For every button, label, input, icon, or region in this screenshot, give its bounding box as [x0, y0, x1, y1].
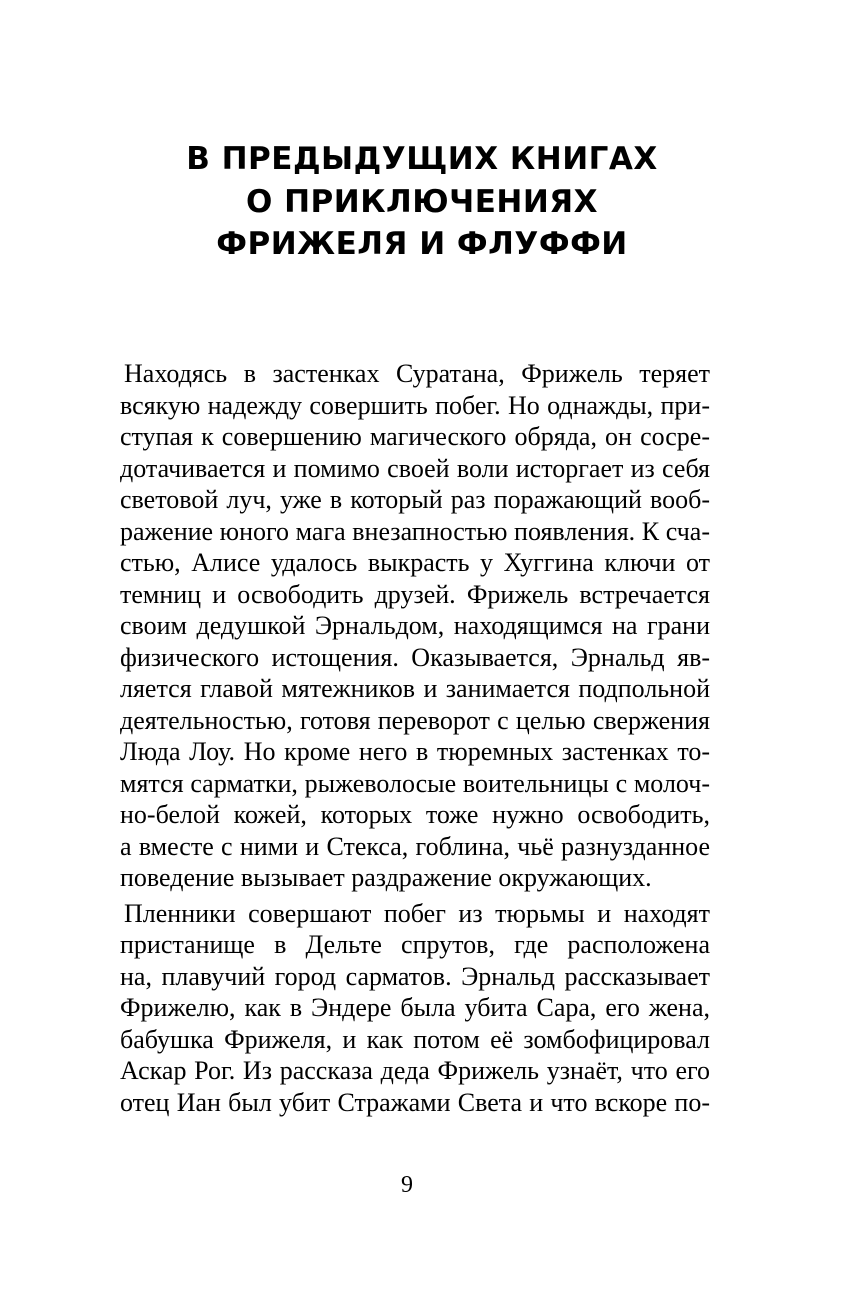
- text-line: но-белой кожей, которых тоже нужно освободить,: [120, 800, 710, 829]
- text-line: световой луч, уже в который раз поражающий вооб-: [120, 485, 710, 514]
- text-line: темниц и освободить друзей. Фрижель встречается: [120, 579, 710, 609]
- text-line: ступая к совершению магического обряда, он сосре-: [120, 422, 710, 451]
- heading-line-1: В ПРЕДЫДУЩИХ КНИГАХ: [186, 141, 658, 177]
- text-line: стью, Алисе удалось выкрасть у Хуггина ключи от: [120, 548, 710, 577]
- text-line: Фрижелю, как в Эндере была убита Сара, его жена,: [120, 993, 710, 1022]
- paragraph-1: [120, 358, 710, 894]
- text-line: на, плавучий город сарматов. Эрнальд рассказывает: [120, 961, 710, 991]
- text-line: мятся сарматки, рыжеволосые воительницы с молоч-: [120, 768, 710, 798]
- text-line: Люда Лоу. Но кроме него в тюремных застенках то-: [120, 737, 710, 766]
- text-line: поведение вызывает раздражение окружающих.: [120, 863, 652, 892]
- heading-line-3: ФРИЖЕЛЯ И ФЛУФФИ: [216, 226, 628, 262]
- text-line: ляется главой мятежников и занимается подпольной: [120, 674, 710, 703]
- text-line: а вместе с ними и Стекса, гоблина, чьё разнузданное: [120, 831, 710, 861]
- text-line: [120, 358, 714, 390]
- paragraph-2: [120, 898, 710, 1119]
- body-text: [120, 358, 710, 1118]
- text-line: дотачивается и помимо своей воли исторгает из себя: [120, 453, 710, 483]
- text-line: Аскар Рог. Из рассказа деда Фрижель узнаёт, что его: [120, 1056, 710, 1085]
- chapter-heading: [0, 138, 844, 266]
- text-line: своим дедушкой Эрнальдом, находящимся на грани: [120, 611, 710, 640]
- heading-line-2: О ПРИКЛЮЧЕНИЯХ: [245, 183, 599, 220]
- page-number: 9: [401, 1172, 413, 1198]
- text-line: Пленники совершают побег из тюрьмы и находят: [124, 898, 710, 928]
- text-line: физического истощения. Оказывается, Эрнальд яв-: [120, 642, 710, 672]
- text-line: всякую надежду совершить побег. Но однажды, при-: [120, 390, 710, 420]
- text-line: пристанище в Дельте спрутов, где расположена: [120, 930, 710, 959]
- text-line-content: Находясь в застенках Суратана, Фрижель теряет: [124, 359, 710, 388]
- text-line: отец Иан был убит Стражами Света и что вскоре по-: [120, 1087, 710, 1117]
- text-line: деятельностью, готовя переворот с целью свержения: [120, 705, 710, 735]
- text-line: бабушка Фрижеля, и как потом её зомбофицировал: [120, 1024, 710, 1054]
- text-line: ражение юного мага внезапностью появления. К сча-: [120, 516, 710, 546]
